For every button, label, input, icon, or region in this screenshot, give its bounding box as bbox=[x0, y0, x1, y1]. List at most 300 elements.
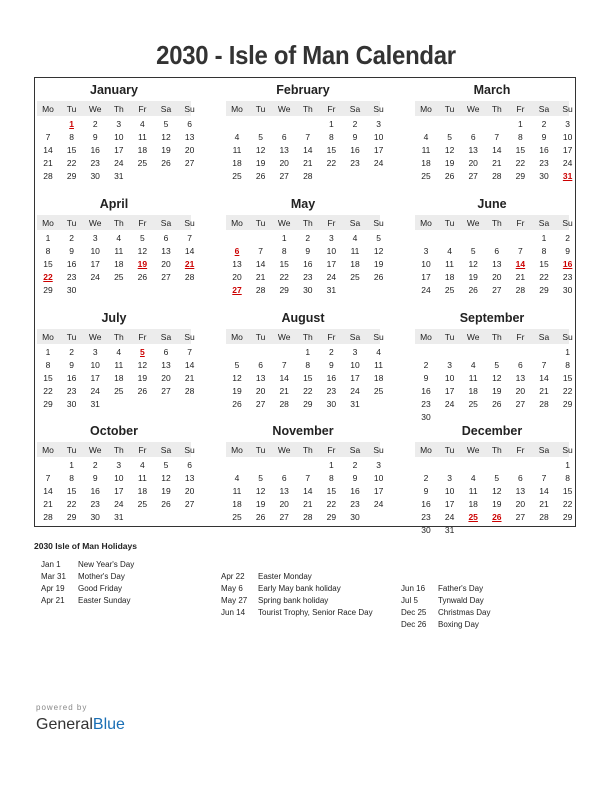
day-cell: 12 bbox=[137, 246, 148, 256]
weekday-label: Mo bbox=[420, 445, 432, 455]
day-cell: 30 bbox=[90, 512, 100, 522]
day-cell: 4 bbox=[447, 246, 452, 256]
day-cell: 16 bbox=[66, 259, 77, 269]
day-cell: 16 bbox=[326, 373, 337, 383]
day-cell: 27 bbox=[184, 158, 195, 168]
day-cell: 8 bbox=[541, 246, 547, 256]
holiday-date: Apr 22 bbox=[221, 572, 245, 581]
weekday-header bbox=[37, 215, 195, 230]
weekday-label: Sa bbox=[160, 445, 172, 455]
day-cell: 18 bbox=[232, 499, 242, 509]
day-cell: 28 bbox=[255, 285, 266, 295]
day-cell: 25 bbox=[232, 512, 242, 522]
day-cell: 4 bbox=[234, 132, 240, 142]
day-cell: 5 bbox=[234, 360, 240, 370]
day-cell: 23 bbox=[66, 272, 77, 282]
day-cell: 11 bbox=[421, 145, 431, 155]
day-cell: 10 bbox=[444, 373, 455, 383]
day-cell: 9 bbox=[305, 246, 311, 256]
day-cell: 13 bbox=[279, 145, 289, 155]
day-cell: 12 bbox=[444, 145, 455, 155]
day-cell: 13 bbox=[232, 259, 242, 269]
holiday-name: Good Friday bbox=[78, 584, 123, 593]
weekday-label: Fr bbox=[516, 218, 525, 228]
day-cell: 9 bbox=[329, 360, 334, 370]
weekday-label: Su bbox=[373, 332, 384, 342]
weekday-label: Su bbox=[184, 218, 195, 228]
day-cell: 14 bbox=[184, 360, 195, 370]
day-cell: 31 bbox=[114, 171, 124, 181]
day-cell: 29 bbox=[43, 399, 53, 409]
day-cell: 4 bbox=[140, 460, 145, 470]
day-cell: 18 bbox=[350, 259, 360, 269]
day-cell: 22 bbox=[515, 158, 526, 168]
weekday-label: Mo bbox=[231, 104, 243, 114]
day-cell: 17 bbox=[373, 145, 384, 155]
day-cell: 27 bbox=[492, 285, 502, 295]
weekday-label: Su bbox=[184, 332, 195, 342]
weekday-label: We bbox=[466, 104, 480, 114]
day-cell: 25 bbox=[350, 272, 360, 282]
day-cell: 17 bbox=[114, 145, 124, 155]
weekday-label: Tu bbox=[66, 104, 77, 114]
day-cell: 5 bbox=[494, 360, 500, 370]
day-cell: 23 bbox=[326, 386, 337, 396]
day-cell: 1 bbox=[518, 119, 523, 129]
weekday-label: Fr bbox=[327, 104, 336, 114]
day-cell: 22 bbox=[43, 386, 53, 396]
day-cell: 29 bbox=[539, 285, 549, 295]
day-cell: 11 bbox=[468, 373, 478, 383]
day-cell: 23 bbox=[350, 158, 360, 168]
day-cell: 19 bbox=[255, 158, 266, 168]
day-cell: 12 bbox=[492, 373, 502, 383]
weekday-label: Sa bbox=[160, 104, 172, 114]
page-title: 2030 - Isle of Man Calendar bbox=[156, 40, 456, 70]
day-cell: 8 bbox=[45, 246, 51, 256]
day-cell: 8 bbox=[518, 132, 523, 142]
day-cell: 14 bbox=[539, 373, 549, 383]
day-cell: 18 bbox=[137, 486, 148, 496]
day-cell: 16 bbox=[539, 145, 549, 155]
weekday-label: Tu bbox=[255, 218, 266, 228]
day-cell: 1 bbox=[45, 347, 51, 357]
day-cell: 30 bbox=[90, 171, 100, 181]
day-cell: 3 bbox=[92, 347, 98, 357]
day-cell: 14 bbox=[255, 259, 266, 269]
day-cell: 31 bbox=[350, 399, 360, 409]
day-cell: 19 bbox=[232, 386, 242, 396]
day-cell: 24 bbox=[373, 499, 384, 509]
weekday-label: Su bbox=[373, 104, 384, 114]
weekday-label: Mo bbox=[42, 332, 54, 342]
weekday-label: Su bbox=[562, 104, 573, 114]
day-cell: 10 bbox=[373, 473, 384, 483]
day-cell: 5 bbox=[447, 132, 452, 142]
day-cell: 26 bbox=[468, 285, 478, 295]
holiday-date: Jun 14 bbox=[221, 608, 246, 617]
day-cell: 24 bbox=[373, 158, 384, 168]
day-cell: 4 bbox=[352, 233, 358, 243]
holiday-date: Jun 16 bbox=[401, 584, 426, 593]
day-cell: 25 bbox=[232, 171, 242, 181]
day-cell: 24 bbox=[114, 499, 124, 509]
weekday-label: Tu bbox=[444, 445, 455, 455]
weekday-label: We bbox=[88, 104, 102, 114]
day-cell: 22 bbox=[326, 499, 337, 509]
day-cell: 3 bbox=[565, 119, 570, 129]
weekday-label: We bbox=[88, 218, 102, 228]
holiday-date: Dec 26 bbox=[401, 620, 427, 629]
day-cell: 28 bbox=[303, 171, 313, 181]
day-cell: 28 bbox=[43, 171, 53, 181]
weekday-header bbox=[415, 329, 573, 344]
day-cell: 26 bbox=[137, 272, 148, 282]
day-cell: 2 bbox=[541, 119, 547, 129]
day-cell: 9 bbox=[69, 246, 74, 256]
day-cell: 19 bbox=[161, 486, 171, 496]
weekday-label: Tu bbox=[444, 104, 455, 114]
day-cell: 9 bbox=[92, 473, 98, 483]
weekday-label: Fr bbox=[516, 445, 525, 455]
weekday-header bbox=[226, 215, 384, 230]
weekday-label: Fr bbox=[138, 445, 147, 455]
holiday-day-cell: 1 bbox=[69, 119, 74, 129]
day-cell: 1 bbox=[541, 233, 547, 243]
weekday-label: Mo bbox=[231, 445, 243, 455]
day-cell: 20 bbox=[161, 373, 171, 383]
month-name: July bbox=[101, 311, 127, 325]
holiday-day-cell: 21 bbox=[184, 259, 195, 269]
weekday-label: We bbox=[466, 332, 480, 342]
day-cell: 19 bbox=[492, 499, 502, 509]
day-cell: 13 bbox=[184, 132, 195, 142]
weekday-label: Su bbox=[373, 445, 384, 455]
weekday-label: Mo bbox=[231, 218, 243, 228]
day-cell: 25 bbox=[373, 386, 384, 396]
day-cell: 10 bbox=[373, 132, 384, 142]
weekday-label: Th bbox=[302, 445, 313, 455]
day-cell: 21 bbox=[492, 158, 502, 168]
day-cell: 6 bbox=[163, 233, 169, 243]
day-cell: 15 bbox=[43, 373, 53, 383]
day-cell: 6 bbox=[518, 360, 523, 370]
day-cell: 25 bbox=[468, 399, 478, 409]
weekday-label: Fr bbox=[327, 445, 336, 455]
day-cell: 6 bbox=[494, 246, 500, 256]
day-cell: 26 bbox=[161, 499, 171, 509]
day-cell: 20 bbox=[232, 272, 242, 282]
day-cell: 12 bbox=[468, 259, 478, 269]
day-cell: 20 bbox=[184, 145, 195, 155]
day-cell: 9 bbox=[69, 360, 74, 370]
day-cell: 4 bbox=[470, 360, 476, 370]
holiday-day-cell: 26 bbox=[492, 512, 502, 522]
day-cell: 29 bbox=[326, 512, 337, 522]
day-cell: 13 bbox=[161, 360, 171, 370]
day-cell: 1 bbox=[45, 233, 51, 243]
weekday-label: We bbox=[277, 218, 291, 228]
day-cell: 30 bbox=[539, 171, 549, 181]
weekday-label: Tu bbox=[66, 445, 77, 455]
day-cell: 27 bbox=[161, 386, 171, 396]
day-cell: 2 bbox=[352, 119, 358, 129]
weekday-header bbox=[37, 329, 195, 344]
day-cell: 26 bbox=[255, 171, 266, 181]
day-cell: 11 bbox=[350, 246, 360, 256]
day-cell: 18 bbox=[444, 272, 455, 282]
weekday-label: Th bbox=[302, 104, 313, 114]
powered-by-text: powered by bbox=[36, 703, 88, 712]
day-cell: 10 bbox=[90, 246, 100, 256]
day-cell: 2 bbox=[352, 460, 358, 470]
day-cell: 10 bbox=[421, 259, 431, 269]
weekday-label: Th bbox=[491, 445, 502, 455]
day-cell: 21 bbox=[303, 499, 313, 509]
day-cell: 30 bbox=[350, 512, 360, 522]
holiday-name: Tynwald Day bbox=[438, 596, 484, 605]
day-cell: 17 bbox=[90, 259, 100, 269]
day-cell: 7 bbox=[494, 132, 500, 142]
day-cell: 6 bbox=[281, 473, 287, 483]
weekday-label: Fr bbox=[138, 332, 147, 342]
day-cell: 15 bbox=[562, 486, 573, 496]
day-cell: 31 bbox=[114, 512, 124, 522]
day-cell: 23 bbox=[539, 158, 549, 168]
day-cell: 22 bbox=[539, 272, 549, 282]
day-cell: 19 bbox=[468, 272, 478, 282]
day-cell: 3 bbox=[116, 119, 122, 129]
weekday-label: Sa bbox=[538, 104, 550, 114]
day-cell: 21 bbox=[255, 272, 266, 282]
weekday-label: Tu bbox=[66, 218, 77, 228]
day-cell: 15 bbox=[43, 259, 53, 269]
weekday-header bbox=[226, 442, 384, 457]
day-cell: 18 bbox=[468, 499, 478, 509]
day-cell: 29 bbox=[562, 512, 573, 522]
day-cell: 25 bbox=[444, 285, 455, 295]
day-cell: 2 bbox=[69, 347, 74, 357]
day-cell: 27 bbox=[515, 399, 526, 409]
day-cell: 7 bbox=[305, 473, 311, 483]
weekday-label: Th bbox=[491, 332, 502, 342]
holiday-day-cell: 27 bbox=[232, 285, 242, 295]
day-cell: 15 bbox=[66, 486, 77, 496]
day-cell: 2 bbox=[305, 233, 311, 243]
month-name: March bbox=[473, 83, 511, 97]
weekday-label: Fr bbox=[327, 218, 336, 228]
day-cell: 16 bbox=[350, 486, 360, 496]
day-cell: 19 bbox=[137, 373, 148, 383]
day-cell: 3 bbox=[352, 347, 358, 357]
day-cell: 6 bbox=[518, 473, 523, 483]
day-cell: 20 bbox=[492, 272, 502, 282]
day-cell: 22 bbox=[562, 386, 573, 396]
day-cell: 25 bbox=[114, 386, 124, 396]
day-cell: 26 bbox=[232, 399, 242, 409]
month-name: September bbox=[459, 311, 525, 325]
holiday-day-cell: 22 bbox=[43, 272, 53, 282]
weekday-label: We bbox=[466, 445, 480, 455]
weekday-label: Th bbox=[113, 218, 124, 228]
day-cell: 20 bbox=[255, 386, 266, 396]
weekday-label: Su bbox=[184, 104, 195, 114]
day-cell: 28 bbox=[515, 285, 526, 295]
day-cell: 4 bbox=[116, 233, 122, 243]
weekday-label: Mo bbox=[42, 104, 54, 114]
day-cell: 11 bbox=[232, 145, 242, 155]
weekday-label: Su bbox=[184, 445, 195, 455]
day-cell: 27 bbox=[515, 512, 526, 522]
weekday-label: We bbox=[88, 445, 102, 455]
weekday-label: Tu bbox=[255, 104, 266, 114]
holiday-name: Boxing Day bbox=[438, 620, 479, 629]
day-cell: 22 bbox=[326, 158, 337, 168]
weekday-label: Sa bbox=[349, 218, 361, 228]
day-cell: 29 bbox=[66, 171, 77, 181]
day-cell: 10 bbox=[114, 132, 124, 142]
day-cell: 3 bbox=[116, 460, 122, 470]
day-cell: 28 bbox=[539, 399, 549, 409]
day-cell: 3 bbox=[92, 233, 98, 243]
day-cell: 14 bbox=[184, 246, 195, 256]
day-cell: 23 bbox=[90, 158, 100, 168]
day-cell: 7 bbox=[45, 132, 51, 142]
day-cell: 15 bbox=[539, 259, 549, 269]
day-cell: 5 bbox=[494, 473, 500, 483]
day-cell: 12 bbox=[161, 473, 171, 483]
day-cell: 11 bbox=[232, 486, 242, 496]
day-cell: 15 bbox=[326, 145, 337, 155]
day-cell: 1 bbox=[329, 119, 334, 129]
weekday-label: Mo bbox=[42, 218, 54, 228]
day-cell: 23 bbox=[66, 386, 77, 396]
day-cell: 24 bbox=[562, 158, 573, 168]
day-cell: 5 bbox=[163, 460, 169, 470]
day-cell: 28 bbox=[492, 171, 502, 181]
month-name: February bbox=[276, 83, 330, 97]
day-cell: 4 bbox=[140, 119, 145, 129]
day-cell: 30 bbox=[562, 285, 573, 295]
day-cell: 20 bbox=[279, 158, 289, 168]
day-cell: 14 bbox=[539, 486, 549, 496]
day-cell: 3 bbox=[329, 233, 334, 243]
day-cell: 17 bbox=[350, 373, 360, 383]
day-cell: 20 bbox=[279, 499, 289, 509]
day-cell: 26 bbox=[444, 171, 455, 181]
day-cell: 14 bbox=[303, 145, 313, 155]
holiday-name: New Year's Day bbox=[78, 560, 135, 569]
day-cell: 23 bbox=[421, 399, 431, 409]
day-cell: 14 bbox=[303, 486, 313, 496]
day-cell: 16 bbox=[66, 373, 77, 383]
day-cell: 14 bbox=[279, 373, 289, 383]
day-cell: 23 bbox=[90, 499, 100, 509]
month-name: August bbox=[281, 311, 325, 325]
weekday-label: Th bbox=[302, 218, 313, 228]
day-cell: 6 bbox=[470, 132, 476, 142]
day-cell: 1 bbox=[69, 460, 74, 470]
day-cell: 21 bbox=[539, 499, 549, 509]
day-cell: 28 bbox=[184, 386, 195, 396]
weekday-label: Fr bbox=[138, 218, 147, 228]
day-cell: 22 bbox=[66, 158, 77, 168]
day-cell: 11 bbox=[114, 360, 124, 370]
day-cell: 27 bbox=[468, 171, 478, 181]
weekday-label: Fr bbox=[516, 332, 525, 342]
day-cell: 23 bbox=[350, 499, 360, 509]
holiday-date: Dec 25 bbox=[401, 608, 427, 617]
day-cell: 9 bbox=[565, 246, 570, 256]
day-cell: 5 bbox=[163, 119, 169, 129]
day-cell: 20 bbox=[515, 499, 526, 509]
holiday-date: Apr 19 bbox=[41, 584, 65, 593]
holiday-name: Early May bank holiday bbox=[258, 584, 341, 593]
day-cell: 17 bbox=[326, 259, 337, 269]
day-cell: 6 bbox=[187, 460, 192, 470]
weekday-label: Su bbox=[562, 445, 573, 455]
weekday-label: Th bbox=[113, 332, 124, 342]
holiday-date: May 6 bbox=[221, 584, 243, 593]
day-cell: 7 bbox=[187, 347, 192, 357]
day-cell: 17 bbox=[444, 499, 455, 509]
day-cell: 24 bbox=[326, 272, 337, 282]
day-cell: 10 bbox=[114, 473, 124, 483]
day-cell: 12 bbox=[492, 486, 502, 496]
weekday-header bbox=[415, 101, 573, 116]
day-cell: 22 bbox=[66, 499, 77, 509]
weekday-label: We bbox=[277, 332, 291, 342]
weekday-label: Sa bbox=[349, 445, 361, 455]
day-cell: 28 bbox=[279, 399, 289, 409]
weekday-label: Sa bbox=[349, 332, 361, 342]
month-name: November bbox=[272, 424, 334, 438]
weekday-label: Mo bbox=[231, 332, 243, 342]
day-cell: 4 bbox=[234, 473, 240, 483]
day-cell: 17 bbox=[90, 373, 100, 383]
day-cell: 12 bbox=[137, 360, 148, 370]
day-cell: 25 bbox=[137, 158, 148, 168]
day-cell: 20 bbox=[468, 158, 478, 168]
day-cell: 29 bbox=[515, 171, 526, 181]
day-cell: 12 bbox=[373, 246, 384, 256]
day-cell: 29 bbox=[303, 399, 313, 409]
holidays-title: 2030 Isle of Man Holidays bbox=[34, 541, 137, 551]
day-cell: 15 bbox=[562, 373, 573, 383]
day-cell: 21 bbox=[43, 499, 53, 509]
weekday-label: Th bbox=[113, 445, 124, 455]
day-cell: 21 bbox=[43, 158, 53, 168]
day-cell: 9 bbox=[352, 132, 358, 142]
day-cell: 10 bbox=[350, 360, 360, 370]
day-cell: 29 bbox=[279, 285, 289, 295]
day-cell: 31 bbox=[444, 525, 455, 535]
day-cell: 16 bbox=[350, 145, 360, 155]
day-cell: 29 bbox=[43, 285, 53, 295]
day-cell: 16 bbox=[90, 486, 100, 496]
day-cell: 13 bbox=[468, 145, 478, 155]
weekday-label: Tu bbox=[444, 332, 455, 342]
day-cell: 21 bbox=[279, 386, 289, 396]
day-cell: 3 bbox=[376, 460, 381, 470]
day-cell: 7 bbox=[281, 360, 287, 370]
weekday-label: Fr bbox=[327, 332, 336, 342]
day-cell: 11 bbox=[137, 132, 147, 142]
weekday-label: Th bbox=[491, 218, 502, 228]
day-cell: 2 bbox=[92, 119, 98, 129]
day-cell: 2 bbox=[423, 360, 429, 370]
day-cell: 5 bbox=[376, 233, 381, 243]
